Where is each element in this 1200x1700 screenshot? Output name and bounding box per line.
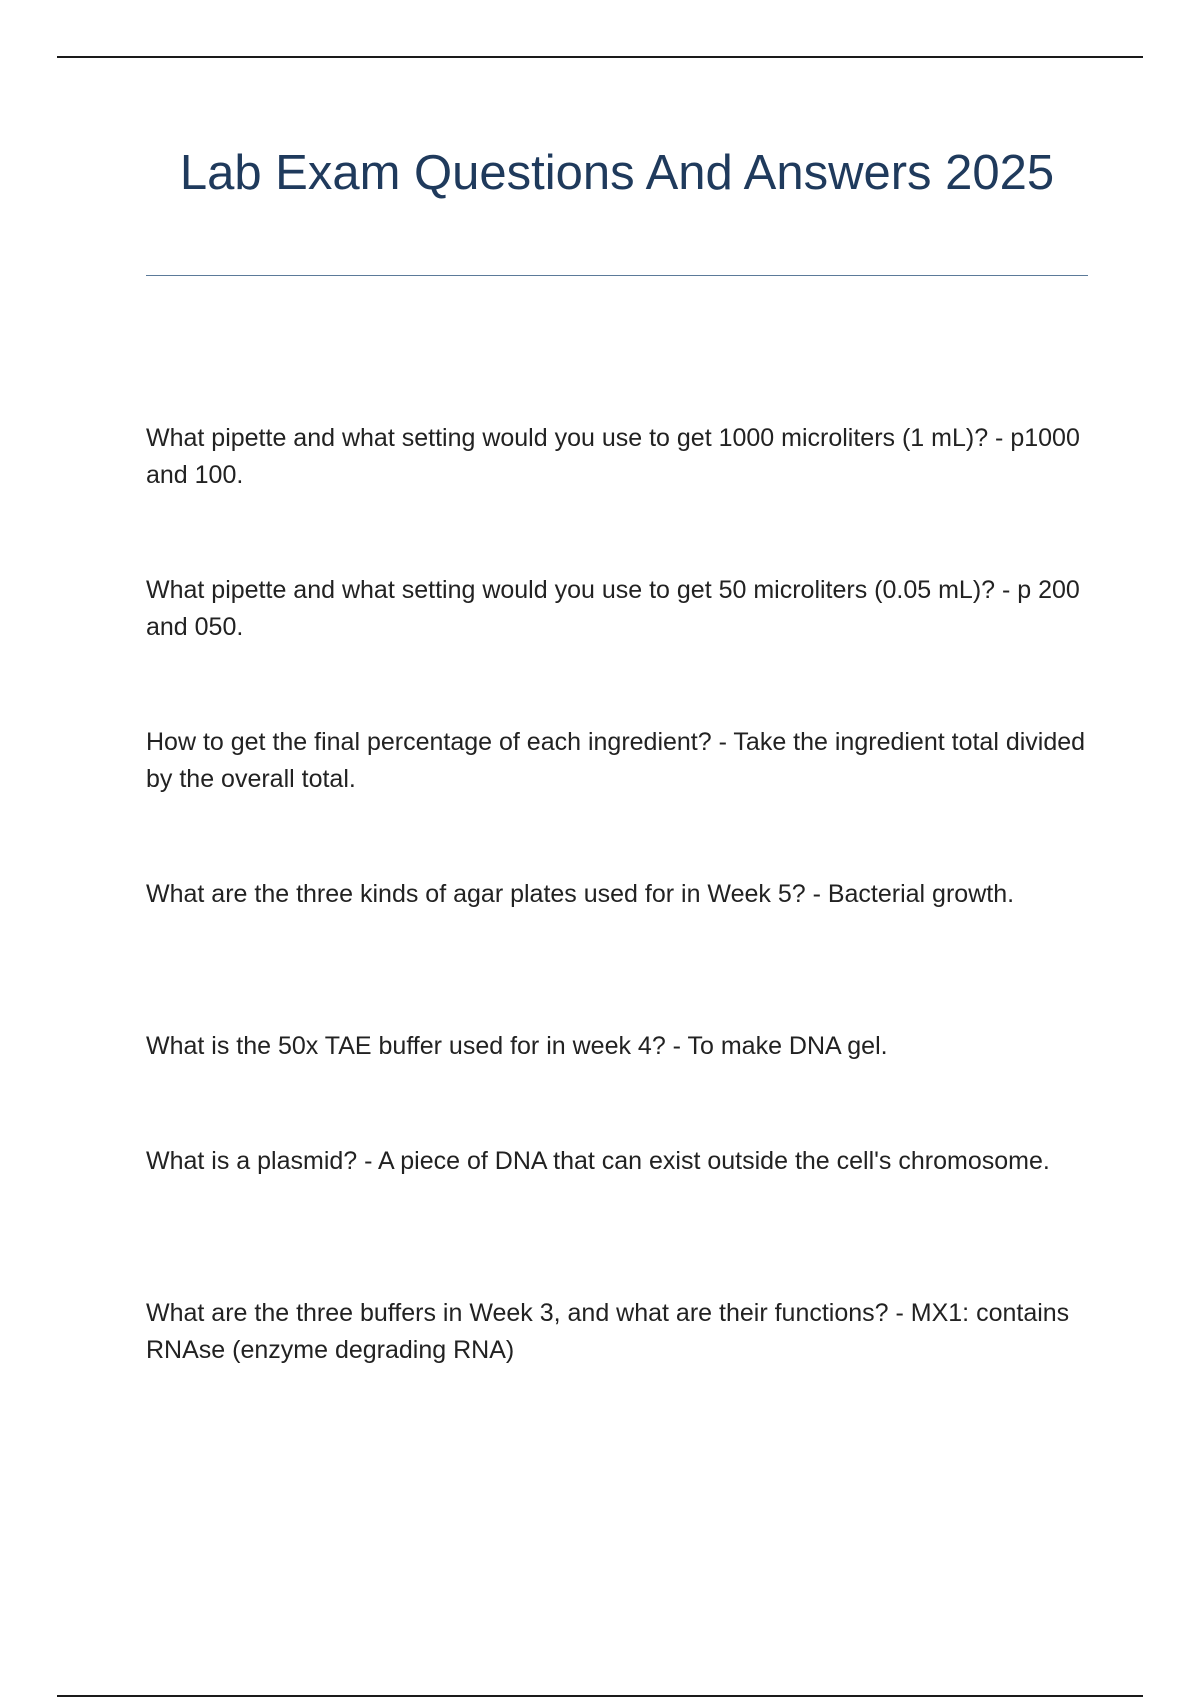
document-title: Lab Exam Questions And Answers 2025 xyxy=(179,146,1055,200)
qa-item: What is a plasmid? - A piece of DNA that can exist outside the cell's chromosome. xyxy=(146,1147,1050,1175)
qa-item: What is the 50x TAE buffer used for in week 4? - To make DNA gel. xyxy=(146,1032,888,1060)
qa-item: What are the three kinds of agar plates used for in Week 5? - Bacterial growth. xyxy=(146,880,1015,908)
qa-item: What are the three buffers in Week 3, and what are their functions? - MX1: contains RNAse (enzyme degrading RNA) xyxy=(146,1299,1070,1364)
page-bottom-rule xyxy=(57,1695,1143,1697)
title-underline xyxy=(146,275,1088,276)
page-top-rule xyxy=(57,56,1143,58)
qa-item: What pipette and what setting would you use to get 1000 microliters (1 mL)? - p1000 and 100. xyxy=(146,424,1080,489)
qa-item: How to get the final percentage of each ingredient? - Take the ingredient total divided by the overall total. xyxy=(146,728,1086,793)
qa-item: What pipette and what setting would you use to get 50 microliters (0.05 mL)? - p 200 and 050. xyxy=(146,576,1080,641)
